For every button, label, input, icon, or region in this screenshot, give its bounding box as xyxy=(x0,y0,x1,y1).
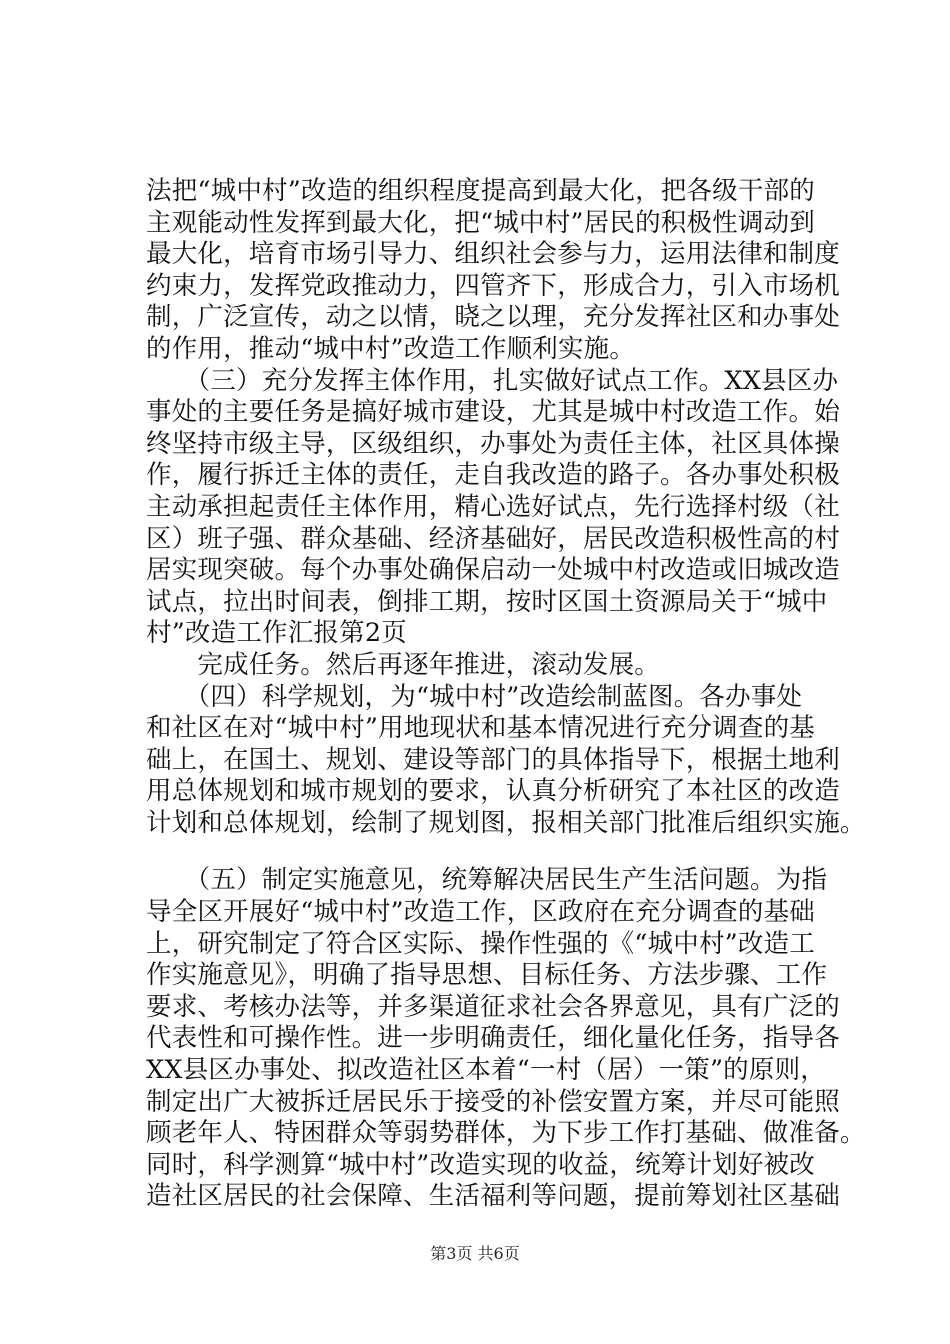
page-footer: 第3页 共6页 xyxy=(430,1244,520,1263)
paragraph-gap xyxy=(146,839,836,865)
text-line: 作实施意见》，明确了指导思想、目标任务、方法步骤、工作 xyxy=(146,960,828,991)
text-line: 造社区居民的社会保障、生活福利等问题，提前筹划社区基础 xyxy=(146,1181,840,1212)
text-line: （四）科学规划，为“城中村”改造绘制蓝图。各办事处 xyxy=(146,681,803,712)
text-line: 要求、考核办法等，并多渠道征求社会各界意见，具有广泛的 xyxy=(146,991,840,1022)
text-line: 完成任务。然后再逐年推进，滚动发展。 xyxy=(146,649,661,680)
text-line: 居实现突破。每个办事处确保启动一处城中村改造或旧城改造 xyxy=(146,555,840,586)
text-line: （三）充分发挥主体作用，扎实做好试点工作。XX县区办 xyxy=(146,365,839,396)
text-line: 制，广泛宣传，动之以情，晓之以理，充分发挥社区和办事处 xyxy=(146,302,840,333)
text-block-1 xyxy=(146,176,866,839)
text-block-2 xyxy=(146,865,866,1213)
text-line: 和社区在对“城中村”用地现状和基本情况进行充分调查的基 xyxy=(146,713,815,744)
text-line: 代表性和可操作性。进一步明确责任，细化量化任务，指导各 xyxy=(146,1023,840,1054)
text-line: 础上，在国土、规划、建设等部门的具体指导下，根据土地利 xyxy=(146,744,840,775)
text-line: 制定出广大被拆迁居民乐于接受的补偿安置方案，并尽可能照 xyxy=(146,1086,840,1117)
text-line: 终坚持市级主导，区级组织，办事处为责任主体，社区具体操 xyxy=(146,428,840,459)
text-line: 事处的主要任务是搞好城市建设，尤其是城中村改造工作。始 xyxy=(146,397,840,428)
text-line: 区）班子强、群众基础、经济基础好，居民改造积极性高的村 xyxy=(146,523,840,554)
text-line: 村”改造工作汇报第2页 xyxy=(146,618,407,649)
text-line: XX县区办事处、拟改造社区本着“一村（居）一策”的原则， xyxy=(146,1055,826,1086)
text-line: 上，研究制定了符合区实际、操作性强的《“城中村”改造工 xyxy=(146,928,815,959)
text-line: 计划和总体规划，绘制了规划图，报相关部门批准后组织实施。 xyxy=(146,807,866,838)
text-line: 试点，拉出时间表，倒排工期，按时区国土资源局关于“城中 xyxy=(146,586,828,617)
text-line: 最大化，培育市场引导力、组织社会参与力，运用法律和制度 xyxy=(146,239,840,270)
text-line: 约束力，发挥党政推动力，四管齐下，形成合力，引入市场机 xyxy=(146,270,840,301)
text-line: 主观能动性发挥到最大化，把“城中村”居民的积极性调动到 xyxy=(146,207,815,238)
text-line: 导全区开展好“城中村”改造工作，区政府在充分调查的基础 xyxy=(146,897,815,928)
text-line: 主动承担起责任主体作用，精心选好试点，先行选择村级（社 xyxy=(146,491,840,522)
text-line: 顾老年人、特困群众等弱势群体，为下步工作打基础、做准备。 xyxy=(146,1118,866,1149)
text-line: （五）制定实施意见，统筹解决居民生产生活问题。为指 xyxy=(146,865,828,896)
text-line: 用总体规划和城市规划的要求，认真分析研究了本社区的改造 xyxy=(146,776,840,807)
text-line: 的作用，推动“城中村”改造工作顺利实施。 xyxy=(146,333,636,364)
text-line: 同时，科学测算“城中村”改造实现的收益，统筹计划好被改 xyxy=(146,1149,815,1180)
text-line: 法把“城中村”改造的组织程度提高到最大化，把各级干部的 xyxy=(146,176,815,206)
document-body xyxy=(146,176,866,1213)
text-line: 作，履行拆迁主体的责任，走自我改造的路子。各办事处积极 xyxy=(146,460,840,491)
